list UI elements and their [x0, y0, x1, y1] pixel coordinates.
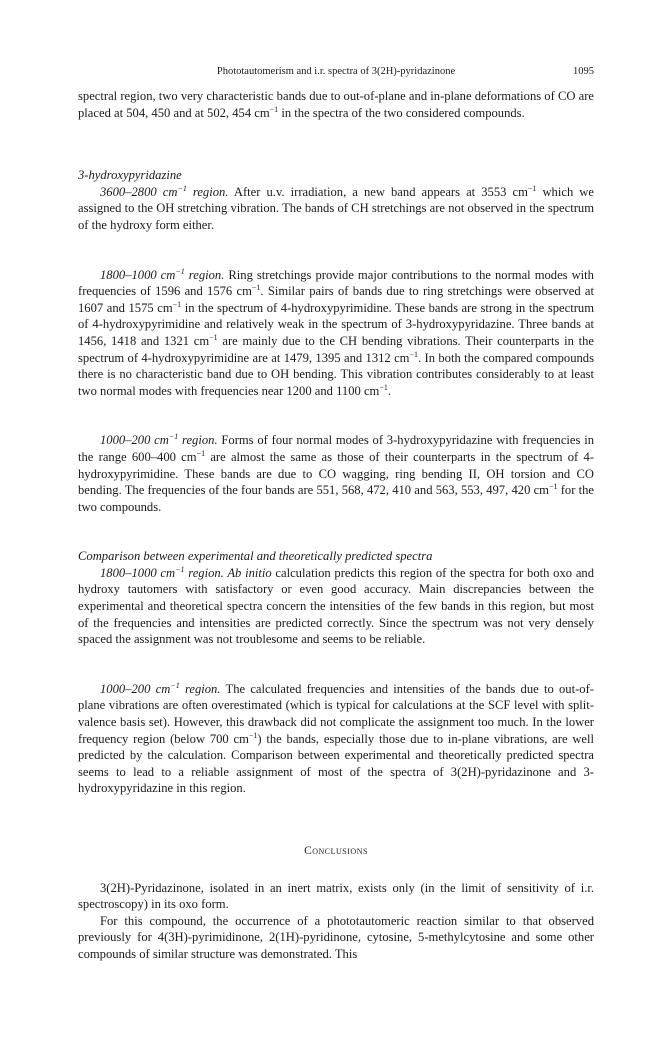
paragraph-1000-region-hydroxy: 1000–200 $cm^{-1}$ region. Forms of four normal modes of 3-hydroxypyridazine with frequencies in the range 600–400 $cm^{-1}$ are almost the same as those of their counterparts in the spectrum of 4-hydroxypyrimidine. These bands are due to CO wagging, ring bending II, OH torsion and CO bending. The frequencies of the four bands are 551, 568, 472, 410 and 563, 553, 497, 420 $cm^{-1}$ for the two compounds.	[78, 432, 594, 514]
journal-page	[78, 64, 594, 963]
section-heading-conclusions: Conclusions	[304, 845, 368, 857]
paragraph-conclusion-1: 3(2H)-Pyridazinone, isolated in an inert matrix, exists only (in the limit of sensitivity of i.r. spectroscopy) in its oxo form.	[78, 880, 594, 912]
paragraph-1000-region-comparison: 1000–200 $cm^{-1}$ region. The calculated frequencies and intensities of the bands due to out-of-plane vibrations are often overestimated (which is typical for calculations at the SCF level with split-valence basis set). However, this drawback did not complicate the assignment too much. In the lower frequency region (below 700 $cm^{-1}$) the bands, especially those due to in-plane vibrations, are well predicted by the calculation. Comparison between experimental and theoretically predicted spectra seems to lead to a reliable assignment of most of the spectra of 3(2H)-pyridazinone and 3-hydroxypyridazine in this region.	[78, 680, 595, 796]
section-heading-comparison: Comparison between experimental and theoretically predicted spectra	[78, 549, 433, 564]
section-heading-hydroxypyridazine: 3-hydroxypyridazine	[78, 168, 182, 183]
paragraph-intro: spectral region, two very characteristic bands due to out-of-plane and in-plane deformations of CO are placed at 504, 450 and at 502, 454 $cm^{-1}$ in the spectra of the two considered compounds.	[78, 89, 594, 120]
paragraph-1800-region-comparison: 1800–1000 $cm^{-1}$ region. Ab initio calculation predicts this region of the spectra for both oxo and hydroxy tautomers with satisfactory or even good accuracy. Main discrepancies between the experimental and theoretical spectra concern the intensities of the few bands in this region, but most of the frequencies and intensities are predicted correctly. Since the spectrum was not very densely spaced the assignment was not troublesome and seems to be reliable.	[78, 564, 594, 647]
page-number: 1095	[573, 66, 594, 77]
running-title: Phototautomerism and i.r. spectra of 3(2H)-pyridazinone	[216, 66, 456, 77]
running-header	[78, 64, 594, 82]
paragraph-3600-region: 3600–2800 $cm^{-1}$ region. After u.v. irradiation, a new band appears at 3553 $cm^{-1}$ which we assigned to the OH stretching vibration. The bands of CH stretchings are not observed in the spectrum of the hydroxy form either.	[78, 183, 594, 232]
paragraph-1800-region-hydroxy: 1800–1000 $cm^{-1}$ region. Ring stretchings provide major contributions to the normal modes with frequencies of 1596 and 1576 $cm^{-1}$. Similar pairs of bands due to ring stretchings were observed at 1607 and 1575 $cm^{-1}$ in the spectrum of 4-hydroxypyrimidine. These bands are strong in the spectrum of 4-hydroxypyrimidine and relatively weak in the spectrum of 3-hydroxypyridazine. Three bands at 1456, 1418 and 1321 $cm^{-1}$ are mainly due to the CH bending vibrations. Their counterparts in the spectrum of 4-hydroxypyrimidine are at 1479, 1395 and 1312 $cm^{-1}$. In both the compared compounds there is no characteristic band due to OH bending. This vibration contributes considerably to at least two normal modes with frequencies near 1200 and 1100 $cm^{-1}$.	[78, 266, 594, 398]
paragraph-conclusion-2: For this compound, the occurrence of a phototautomeric reaction similar to that observed previously for 4(3H)-pyrimidinone, 2(1H)-pyridinone, cytosine, 5-methylcytosine and some other compounds of similar structure was demonstrated. This	[78, 913, 594, 961]
